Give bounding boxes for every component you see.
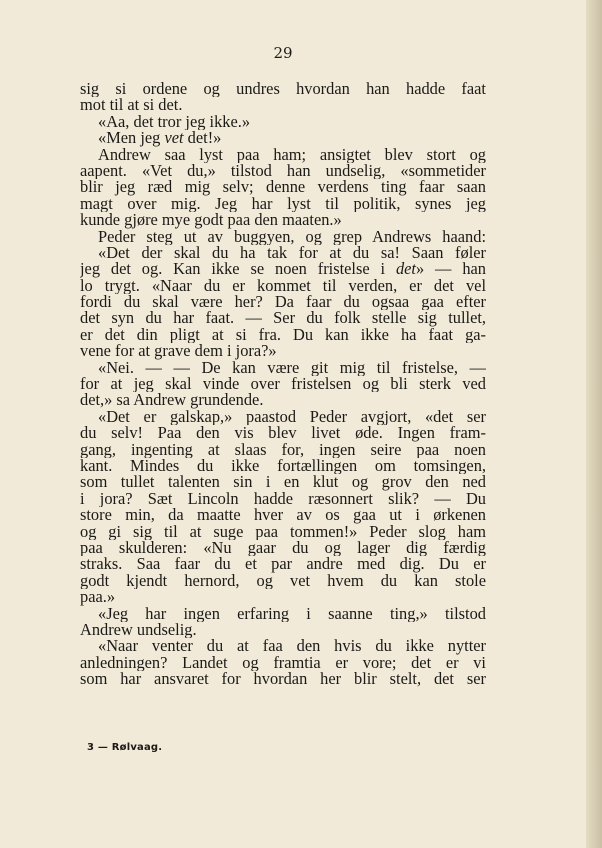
text-line: du selv! Paa den vis blev livet øde. Ingen fram-	[80, 425, 486, 442]
text-line: «Det er galskap,» paastod Peder avgjort, «det ser	[98, 408, 486, 426]
text-line: mot til at si det.	[80, 97, 183, 114]
text-line: som har ansvaret for hvordan her blir stelt, det ser	[80, 671, 486, 688]
text-line: paa skulderen: «Nu gaar du og lager dig færdig	[80, 539, 486, 557]
text-line: «Nei. — — De kan være git mig til fristelse, —	[98, 359, 486, 377]
text-line	[80, 130, 486, 146]
text-line: «Jeg har ingen erfaring i saanne ting,» tilstod	[98, 605, 486, 622]
text-line: Andrew undselig.	[80, 621, 197, 639]
text-line: aapent. «Vet du,» tilstod han undselig, «sommetider	[80, 162, 486, 180]
emphasis: det	[395, 261, 416, 278]
text-line: det syn du har faat. — Ser du folk stelle sig tullet,	[80, 310, 486, 327]
text-line: vene for at grave dem i jora?»	[80, 343, 277, 360]
text-line	[80, 261, 486, 277]
text-line: «Det der skal du ha tak for at du sa! Saan føler	[98, 244, 486, 262]
text-segment: jeg det og. Kan ikke se noen fristelse i	[80, 261, 396, 278]
page-number: 29	[273, 44, 293, 62]
emphasis: vet	[164, 130, 184, 147]
text-line: kunde gjøre mye godt paa den maaten.»	[80, 212, 342, 229]
text-line: store min, da maatte hver av os gaa ut i ørkenen	[80, 507, 486, 524]
text-line: blir jeg ræd mig selv; denne verdens ting faar saan	[80, 179, 486, 196]
text-line: Peder steg ut av buggyen, og grep Andrews haand:	[98, 228, 486, 245]
text-line: godt kjendt hernord, og vet hvem du kan stole	[80, 572, 486, 590]
text-line: er det din pligt at si fra. Du kan ikke ha faat ga-	[80, 326, 486, 344]
body-text	[80, 81, 486, 687]
page-edge	[586, 0, 602, 848]
text-line: sig si ordene og undres hvordan han hadde faat	[80, 81, 486, 98]
text-segment: det!»	[183, 130, 222, 147]
text-line: magt over mig. Jeg har lyst til politik, synes jeg	[80, 195, 486, 213]
text-line: paa.»	[80, 589, 116, 606]
text-line: fordi du skal være her? Da faar du ogsaa gaa efter	[80, 294, 486, 311]
text-line: det,» sa Andrew grundende.	[80, 392, 264, 409]
text-line: Andrew saa lyst paa ham; ansigtet blev stort og	[98, 146, 486, 163]
text-line	[80, 114, 486, 130]
text-line: straks. Saa faar du et par andre med dig. Du er	[80, 556, 486, 573]
text-segment: «Aa, det tror jeg ikke.»	[98, 113, 251, 131]
signature-mark: 3 — Rølvaag.	[87, 742, 163, 753]
text-line: gang, ingenting at slaas for, ingen seire paa noen	[80, 441, 486, 458]
text-line: i jora? Sæt Lincoln hadde ræsonnert slik? — Du	[80, 490, 486, 508]
text-segment: «Men jeg	[98, 130, 165, 147]
text-line: kant. Mindes du ikke fortællingen om tomsingen,	[80, 457, 486, 475]
text-line: «Naar venter du at faa den hvis du ikke nytter	[98, 638, 486, 655]
text-line: og gi sig til at suge paa tommen!» Peder slog ham	[80, 523, 486, 540]
text-line: som tullet talenten sin i en klut og grov den ned	[80, 474, 486, 491]
text-line: for at jeg skal vinde over fristelsen og bli sterk ved	[80, 376, 486, 393]
text-segment: » — han	[415, 261, 486, 278]
text-line: lo trygt. «Naar du er kommet til verden, er det vel	[80, 277, 486, 295]
text-line: anledningen? Landet og framtia er vore; det er vi	[80, 654, 486, 672]
